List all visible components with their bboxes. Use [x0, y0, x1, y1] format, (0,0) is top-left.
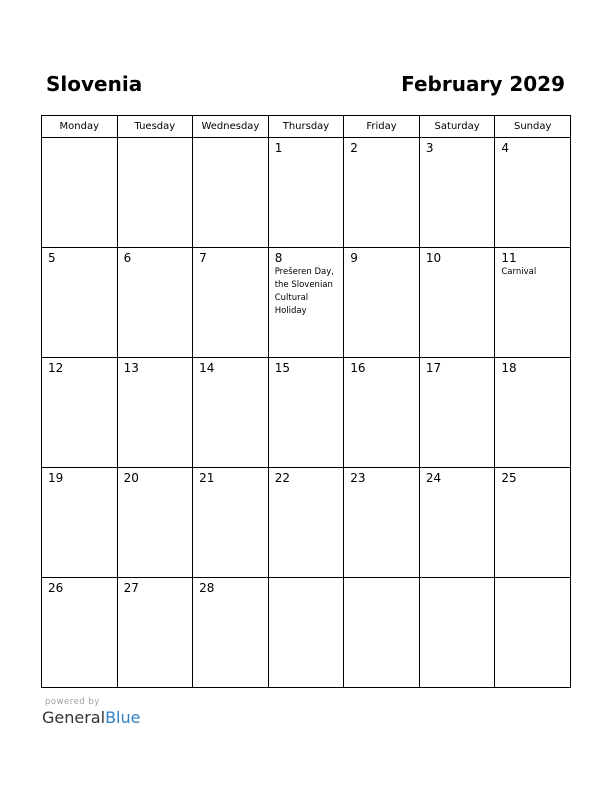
day-cell [419, 138, 495, 248]
day-cell [193, 358, 269, 468]
day-number: 13 [123, 361, 139, 375]
day-cell [495, 468, 571, 578]
day-cell [268, 358, 344, 468]
day-number: 2 [350, 141, 358, 155]
month-title: February 2029 [401, 72, 565, 96]
day-cell [193, 578, 269, 688]
day-cell [419, 358, 495, 468]
day-cell [193, 248, 269, 358]
day-cell [268, 578, 344, 688]
day-number: 4 [501, 141, 510, 155]
day-cell [117, 578, 193, 688]
day-number: 21 [199, 471, 215, 485]
generalblue-logo [42, 708, 140, 728]
day-cell [268, 468, 344, 578]
holiday-label: Carnival [501, 267, 537, 277]
day-number: 15 [274, 361, 290, 375]
calendar-grid [41, 115, 571, 688]
day-number: 10 [425, 251, 442, 265]
week-row [42, 138, 571, 248]
day-cell [42, 248, 118, 358]
day-cell [42, 468, 118, 578]
day-number: 25 [501, 471, 517, 485]
logo-general-text: General [42, 708, 106, 727]
day-cell [42, 578, 118, 688]
weekday-tuesday: Tuesday [117, 116, 193, 138]
day-cell [193, 468, 269, 578]
day-cell [193, 138, 269, 248]
day-cell [344, 248, 420, 358]
day-cell [344, 358, 420, 468]
weekday-sunday: Sunday [495, 116, 571, 138]
day-cell [495, 138, 571, 248]
weekday-wednesday: Wednesday [193, 116, 269, 138]
weekday-monday: Monday [42, 116, 118, 138]
day-number: 19 [48, 471, 64, 485]
day-cell [42, 358, 118, 468]
day-number: 17 [425, 361, 442, 375]
day-cell [117, 248, 193, 358]
day-cell [495, 578, 571, 688]
day-cell [419, 578, 495, 688]
day-cell [344, 468, 420, 578]
day-cell [344, 578, 420, 688]
week-row [42, 248, 571, 358]
day-number: 26 [48, 581, 64, 595]
day-number: 20 [123, 471, 139, 485]
week-row [42, 358, 571, 468]
day-number: 11 [501, 251, 517, 265]
country-title: Slovenia [46, 72, 143, 96]
day-number: 12 [48, 361, 64, 375]
weekday-header-row [42, 116, 571, 138]
day-cell [42, 138, 118, 248]
day-cell [495, 248, 571, 358]
day-number: 9 [350, 251, 358, 265]
day-cell [419, 468, 495, 578]
day-number: 6 [123, 251, 132, 265]
holiday-label: Prešeren Day, the Slovenian Cultural Holiday [274, 267, 334, 316]
week-row [42, 578, 571, 688]
day-number: 8 [274, 251, 283, 265]
day-cell [268, 248, 344, 358]
day-cell [495, 358, 571, 468]
day-number: 3 [425, 141, 434, 155]
day-number: 18 [501, 361, 517, 375]
weekday-thursday: Thursday [268, 116, 344, 138]
day-number: 27 [123, 581, 139, 595]
day-number: 7 [199, 251, 207, 265]
logo-blue-text: Blue [105, 708, 141, 727]
weekday-friday: Friday [344, 116, 420, 138]
day-number: 5 [48, 251, 56, 265]
day-cell [117, 138, 193, 248]
day-cell [117, 358, 193, 468]
day-number: 14 [199, 361, 215, 375]
day-number: 16 [350, 361, 366, 375]
day-cell [268, 138, 344, 248]
powered-by-text: powered by [45, 697, 100, 707]
day-number: 24 [425, 471, 442, 485]
day-number: 22 [274, 471, 290, 485]
day-cell [419, 248, 495, 358]
weekday-saturday: Saturday [419, 116, 495, 138]
day-cell [344, 138, 420, 248]
day-cell [117, 468, 193, 578]
week-row [42, 468, 571, 578]
day-number: 23 [350, 471, 366, 485]
day-number: 28 [199, 581, 215, 595]
day-number: 1 [274, 141, 283, 155]
